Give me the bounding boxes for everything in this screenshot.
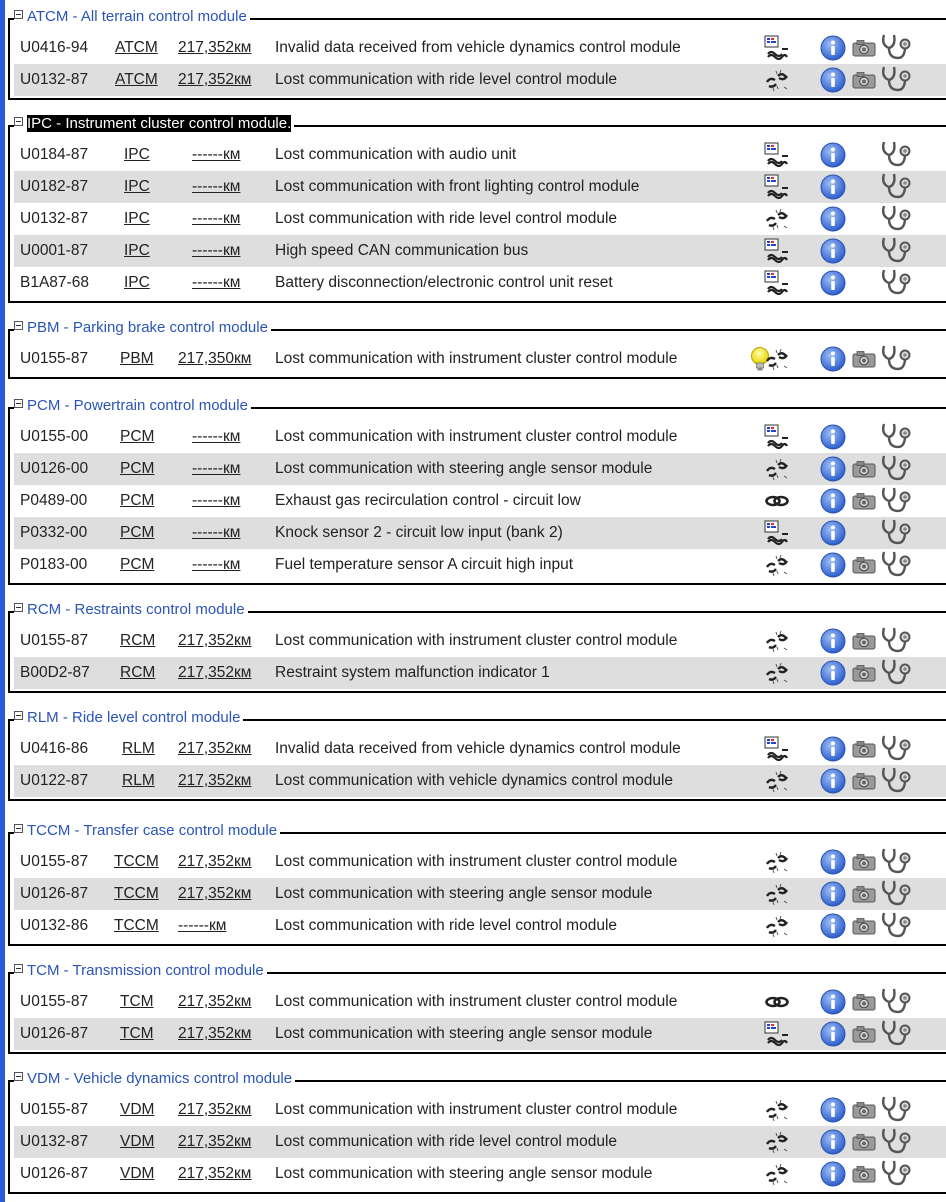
info-icon[interactable] bbox=[820, 989, 846, 1015]
module-link[interactable]: PCM bbox=[120, 492, 155, 509]
module-link[interactable]: VDM bbox=[120, 1133, 155, 1150]
dtc-description: Lost communication with audio unit bbox=[275, 146, 517, 163]
info-icon[interactable] bbox=[820, 142, 846, 168]
module-section bbox=[8, 601, 946, 693]
collapse-toggle-icon[interactable] bbox=[14, 321, 23, 330]
section-title: RCM - Restraints control module bbox=[27, 601, 245, 618]
stethoscope-icon[interactable] bbox=[880, 203, 912, 233]
dtc-code: U0416-94 bbox=[20, 39, 89, 56]
dtc-row[interactable] bbox=[14, 517, 946, 549]
module-link[interactable]: IPC bbox=[124, 274, 150, 291]
module-section bbox=[8, 319, 946, 379]
module-section bbox=[8, 1070, 946, 1194]
dtc-rows bbox=[14, 343, 946, 375]
odometer-link[interactable]: ------км bbox=[192, 428, 241, 445]
odometer-link[interactable]: 217,352км bbox=[178, 993, 252, 1010]
dtc-description: Knock sensor 2 - circuit low input (bank 2) bbox=[275, 524, 563, 541]
odometer-link[interactable]: ------км bbox=[192, 178, 241, 195]
dtc-rows bbox=[14, 625, 946, 689]
link-icon[interactable] bbox=[764, 488, 790, 514]
module-section bbox=[8, 822, 946, 946]
section-title: ATCM - All terrain control module bbox=[27, 8, 247, 25]
module-section bbox=[8, 709, 946, 801]
broken-link-icon[interactable] bbox=[764, 849, 790, 875]
camera-icon[interactable] bbox=[852, 740, 876, 758]
dtc-description: Lost communication with instrument cluster control module bbox=[275, 853, 678, 870]
module-link[interactable]: RLM bbox=[122, 772, 155, 789]
stethoscope-icon[interactable] bbox=[880, 846, 912, 876]
dtc-row[interactable] bbox=[14, 64, 946, 96]
module-link[interactable]: RCM bbox=[120, 632, 156, 649]
dtc-row[interactable] bbox=[14, 453, 946, 485]
dtc-code: U0132-86 bbox=[20, 917, 89, 934]
odometer-link[interactable]: 217,352км bbox=[178, 1025, 252, 1042]
collapse-toggle-icon[interactable] bbox=[14, 10, 23, 19]
info-icon[interactable] bbox=[820, 238, 846, 264]
stethoscope-icon[interactable] bbox=[880, 485, 912, 515]
stethoscope-icon[interactable] bbox=[880, 343, 912, 373]
dtc-rows bbox=[14, 139, 946, 299]
dtc-code: U0155-87 bbox=[20, 993, 89, 1010]
dtc-row[interactable] bbox=[14, 878, 946, 910]
dtc-code: U0001-87 bbox=[20, 242, 89, 259]
stethoscope-icon[interactable] bbox=[880, 1018, 912, 1048]
info-icon[interactable] bbox=[820, 1161, 846, 1187]
module-link[interactable]: RCM bbox=[120, 664, 156, 681]
dtc-code: U0126-87 bbox=[20, 1025, 89, 1042]
dtc-code: P0489-00 bbox=[20, 492, 88, 509]
section-header[interactable] bbox=[14, 115, 294, 133]
stethoscope-icon[interactable] bbox=[880, 549, 912, 579]
dtc-description: Lost communication with front lighting control module bbox=[275, 178, 640, 195]
module-link[interactable]: IPC bbox=[124, 242, 150, 259]
stethoscope-icon[interactable] bbox=[880, 235, 912, 265]
module-section bbox=[8, 397, 946, 585]
odometer-link[interactable]: ------км bbox=[192, 274, 241, 291]
dtc-row[interactable] bbox=[14, 267, 946, 299]
info-icon[interactable] bbox=[820, 1021, 846, 1047]
stethoscope-icon[interactable] bbox=[880, 1158, 912, 1188]
odometer-link[interactable]: ------км bbox=[192, 460, 241, 477]
info-icon[interactable] bbox=[820, 424, 846, 450]
info-icon[interactable] bbox=[820, 768, 846, 794]
collapse-toggle-icon[interactable] bbox=[14, 824, 23, 833]
dtc-row[interactable] bbox=[14, 1158, 946, 1190]
module-section bbox=[8, 115, 946, 303]
stethoscope-icon[interactable] bbox=[880, 733, 912, 763]
dtc-row[interactable] bbox=[14, 235, 946, 267]
dtc-row[interactable] bbox=[14, 485, 946, 517]
dtc-description: High speed CAN communication bus bbox=[275, 242, 529, 259]
odometer-link[interactable]: ------км bbox=[192, 492, 241, 509]
dtc-row[interactable] bbox=[14, 139, 946, 171]
odometer-link[interactable]: 217,350км bbox=[178, 350, 252, 367]
module-link[interactable]: PCM bbox=[120, 524, 155, 541]
dtc-code: U0126-87 bbox=[20, 885, 89, 902]
section-title: PCM - Powertrain control module bbox=[27, 397, 248, 414]
dtc-row[interactable] bbox=[14, 171, 946, 203]
module-link[interactable]: RLM bbox=[122, 740, 155, 757]
module-link[interactable]: ATCM bbox=[115, 71, 158, 88]
dtc-description: Lost communication with instrument cluster control module bbox=[275, 350, 678, 367]
info-icon[interactable] bbox=[820, 1097, 846, 1123]
module-link[interactable]: TCM bbox=[120, 993, 154, 1010]
broken-link-icon[interactable] bbox=[764, 1097, 790, 1123]
section-title: TCM - Transmission control module bbox=[27, 962, 264, 979]
dtc-code: U0416-86 bbox=[20, 740, 89, 757]
module-link[interactable]: TCCM bbox=[114, 885, 159, 902]
odometer-link[interactable]: 217,352км bbox=[178, 853, 252, 870]
network-icon[interactable] bbox=[764, 270, 790, 296]
camera-icon[interactable] bbox=[852, 1165, 876, 1183]
stethoscope-icon[interactable] bbox=[880, 625, 912, 655]
broken-link-icon[interactable] bbox=[764, 456, 790, 482]
dtc-rows bbox=[14, 986, 946, 1050]
camera-icon[interactable] bbox=[852, 1025, 876, 1043]
dtc-row[interactable] bbox=[14, 32, 946, 64]
info-icon[interactable] bbox=[820, 456, 846, 482]
section-header[interactable] bbox=[14, 397, 251, 415]
collapse-toggle-icon[interactable] bbox=[14, 603, 23, 612]
camera-icon[interactable] bbox=[852, 885, 876, 903]
odometer-link[interactable]: ------км bbox=[192, 242, 241, 259]
dtc-description: Lost communication with ride level control module bbox=[275, 210, 618, 227]
network-icon[interactable] bbox=[764, 424, 790, 450]
dtc-description: Lost communication with steering angle sensor module bbox=[275, 1025, 653, 1042]
dtc-description: Fuel temperature sensor A circuit high input bbox=[275, 556, 574, 573]
section-header[interactable] bbox=[14, 709, 243, 727]
dtc-row[interactable] bbox=[14, 986, 946, 1018]
dtc-code: U0132-87 bbox=[20, 71, 89, 88]
odometer-link[interactable]: 217,352км bbox=[178, 885, 252, 902]
odometer-link[interactable]: ------км bbox=[192, 146, 241, 163]
dtc-rows bbox=[14, 421, 946, 581]
odometer-link[interactable]: 217,352км bbox=[178, 1101, 252, 1118]
stethoscope-icon[interactable] bbox=[880, 32, 912, 62]
dtc-code: P0183-00 bbox=[20, 556, 88, 573]
broken-link-icon[interactable] bbox=[764, 67, 790, 93]
dtc-code: U0155-87 bbox=[20, 853, 89, 870]
odometer-link[interactable]: 217,352км bbox=[178, 740, 252, 757]
network-icon[interactable] bbox=[764, 1021, 790, 1047]
info-icon[interactable] bbox=[820, 520, 846, 546]
odometer-link[interactable]: 217,352км bbox=[178, 39, 252, 56]
collapse-toggle-icon[interactable] bbox=[14, 1072, 23, 1081]
dtc-code: P0332-00 bbox=[20, 524, 88, 541]
network-icon[interactable] bbox=[764, 142, 790, 168]
info-icon[interactable] bbox=[820, 346, 846, 372]
broken-link-icon[interactable] bbox=[764, 913, 790, 939]
module-link[interactable]: VDM bbox=[120, 1101, 155, 1118]
dtc-description: Exhaust gas recirculation control - circuit low bbox=[275, 492, 581, 509]
broken-link-icon[interactable] bbox=[764, 206, 790, 232]
broken-link-icon[interactable] bbox=[764, 628, 790, 654]
info-icon[interactable] bbox=[820, 628, 846, 654]
section-title: IPC - Instrument cluster control module. bbox=[27, 115, 292, 132]
dtc-row[interactable] bbox=[14, 1094, 946, 1126]
info-icon[interactable] bbox=[820, 206, 846, 232]
module-link[interactable]: TCM bbox=[120, 1025, 154, 1042]
dtc-row[interactable] bbox=[14, 1126, 946, 1158]
broken-link-icon[interactable] bbox=[764, 768, 790, 794]
odometer-link[interactable]: 217,352км bbox=[178, 632, 252, 649]
module-link[interactable]: ATCM bbox=[115, 39, 158, 56]
section-title: PBM - Parking brake control module bbox=[27, 319, 268, 336]
broken-link-icon[interactable] bbox=[764, 552, 790, 578]
stethoscope-icon[interactable] bbox=[880, 1126, 912, 1156]
odometer-link[interactable]: 217,352км bbox=[178, 1133, 252, 1150]
camera-icon[interactable] bbox=[852, 1101, 876, 1119]
stethoscope-icon[interactable] bbox=[880, 139, 912, 169]
collapse-toggle-icon[interactable] bbox=[14, 964, 23, 973]
odometer-link[interactable]: ------км bbox=[192, 556, 241, 573]
collapse-toggle-icon[interactable] bbox=[14, 117, 23, 126]
section-title: TCCM - Transfer case control module bbox=[27, 822, 278, 839]
dtc-row[interactable] bbox=[14, 733, 946, 765]
camera-icon[interactable] bbox=[852, 993, 876, 1011]
dtc-description: Lost communication with ride level control module bbox=[275, 1133, 618, 1150]
network-icon[interactable] bbox=[764, 520, 790, 546]
network-icon[interactable] bbox=[764, 736, 790, 762]
dtc-code: U0126-00 bbox=[20, 460, 89, 477]
camera-icon[interactable] bbox=[852, 71, 876, 89]
info-icon[interactable] bbox=[820, 488, 846, 514]
module-link[interactable]: PCM bbox=[120, 556, 155, 573]
dtc-description: Lost communication with steering angle sensor module bbox=[275, 460, 653, 477]
module-link[interactable]: TCCM bbox=[114, 917, 159, 934]
stethoscope-icon[interactable] bbox=[880, 765, 912, 795]
dtc-description: Lost communication with ride level control module bbox=[275, 71, 618, 88]
left-accent-bar bbox=[0, 0, 5, 1202]
dtc-row[interactable] bbox=[14, 421, 946, 453]
dtc-description: Lost communication with instrument cluster control module bbox=[275, 1101, 678, 1118]
camera-icon[interactable] bbox=[852, 492, 876, 510]
stethoscope-icon[interactable] bbox=[880, 421, 912, 451]
dtc-description: Invalid data received from vehicle dynamics control module bbox=[275, 39, 681, 56]
dtc-row[interactable] bbox=[14, 657, 946, 689]
dtc-row[interactable] bbox=[14, 846, 946, 878]
dtc-code: U0155-87 bbox=[20, 350, 89, 367]
dtc-code: U0132-87 bbox=[20, 210, 89, 227]
stethoscope-icon[interactable] bbox=[880, 64, 912, 94]
dtc-code: U0132-87 bbox=[20, 1133, 89, 1150]
dtc-rows bbox=[14, 733, 946, 797]
camera-icon[interactable] bbox=[852, 556, 876, 574]
module-link[interactable]: IPC bbox=[124, 178, 150, 195]
camera-icon[interactable] bbox=[852, 39, 876, 57]
dtc-code: U0122-87 bbox=[20, 772, 89, 789]
camera-icon[interactable] bbox=[852, 664, 876, 682]
broken-link-icon[interactable] bbox=[764, 1161, 790, 1187]
module-link[interactable]: VDM bbox=[120, 1165, 155, 1182]
dtc-rows bbox=[14, 846, 946, 942]
stethoscope-icon[interactable] bbox=[880, 1094, 912, 1124]
section-header[interactable] bbox=[14, 1070, 295, 1088]
dtc-rows bbox=[14, 1094, 946, 1190]
stethoscope-icon[interactable] bbox=[880, 453, 912, 483]
dtc-code: U0126-87 bbox=[20, 1165, 89, 1182]
section-header[interactable] bbox=[14, 8, 250, 26]
broken-link-icon[interactable] bbox=[764, 660, 790, 686]
dtc-code: B00D2-87 bbox=[20, 664, 90, 681]
camera-icon[interactable] bbox=[852, 1133, 876, 1151]
collapse-toggle-icon[interactable] bbox=[14, 711, 23, 720]
stethoscope-icon[interactable] bbox=[880, 267, 912, 297]
camera-icon[interactable] bbox=[852, 917, 876, 935]
broken-link-icon[interactable] bbox=[764, 346, 790, 372]
odometer-link[interactable]: ------км bbox=[192, 524, 241, 541]
section-title: RLM - Ride level control module bbox=[27, 709, 241, 726]
module-link[interactable]: PBM bbox=[120, 350, 154, 367]
stethoscope-icon[interactable] bbox=[880, 910, 912, 940]
dtc-description: Battery disconnection/electronic control unit reset bbox=[275, 274, 613, 291]
module-section bbox=[8, 8, 946, 100]
info-icon[interactable] bbox=[820, 174, 846, 200]
module-section bbox=[8, 962, 946, 1054]
odometer-link[interactable]: 217,352км bbox=[178, 772, 252, 789]
dtc-description: Lost communication with steering angle sensor module bbox=[275, 1165, 653, 1182]
info-icon[interactable] bbox=[820, 736, 846, 762]
info-icon[interactable] bbox=[820, 849, 846, 875]
odometer-link[interactable]: 217,352км bbox=[178, 664, 252, 681]
stethoscope-icon[interactable] bbox=[880, 657, 912, 687]
info-icon[interactable] bbox=[820, 881, 846, 907]
dtc-row[interactable] bbox=[14, 910, 946, 942]
section-title: VDM - Vehicle dynamics control module bbox=[27, 1070, 293, 1087]
dtc-row[interactable] bbox=[14, 1018, 946, 1050]
dtc-code: U0155-00 bbox=[20, 428, 89, 445]
broken-link-icon[interactable] bbox=[764, 881, 790, 907]
odometer-link[interactable]: 217,352км bbox=[178, 1165, 252, 1182]
dtc-description: Lost communication with steering angle sensor module bbox=[275, 885, 653, 902]
dtc-row[interactable] bbox=[14, 625, 946, 657]
info-icon[interactable] bbox=[820, 913, 846, 939]
dtc-code: U0155-87 bbox=[20, 632, 89, 649]
module-link[interactable]: TCCM bbox=[114, 853, 159, 870]
info-icon[interactable] bbox=[820, 270, 846, 296]
camera-icon[interactable] bbox=[852, 632, 876, 650]
section-header[interactable] bbox=[14, 319, 271, 337]
stethoscope-icon[interactable] bbox=[880, 986, 912, 1016]
network-icon[interactable] bbox=[764, 238, 790, 264]
info-icon[interactable] bbox=[820, 660, 846, 686]
module-link[interactable]: IPC bbox=[124, 210, 150, 227]
info-icon[interactable] bbox=[820, 35, 846, 61]
network-icon[interactable] bbox=[764, 35, 790, 61]
dtc-code: U0182-87 bbox=[20, 178, 89, 195]
module-link[interactable]: PCM bbox=[120, 460, 155, 477]
info-icon[interactable] bbox=[820, 1129, 846, 1155]
dtc-description: Lost communication with ride level control module bbox=[275, 917, 618, 934]
dtc-row[interactable] bbox=[14, 765, 946, 797]
network-icon[interactable] bbox=[764, 174, 790, 200]
camera-icon[interactable] bbox=[852, 853, 876, 871]
dtc-description: Restraint system malfunction indicator 1 bbox=[275, 664, 550, 681]
odometer-link[interactable]: ------км bbox=[192, 210, 241, 227]
dtc-code: U0155-87 bbox=[20, 1101, 89, 1118]
stethoscope-icon[interactable] bbox=[880, 171, 912, 201]
info-icon[interactable] bbox=[820, 67, 846, 93]
section-header[interactable] bbox=[14, 601, 248, 619]
collapse-toggle-icon[interactable] bbox=[14, 399, 23, 408]
broken-link-icon[interactable] bbox=[764, 1129, 790, 1155]
camera-icon[interactable] bbox=[852, 350, 876, 368]
camera-icon[interactable] bbox=[852, 460, 876, 478]
info-icon[interactable] bbox=[820, 552, 846, 578]
dtc-description: Lost communication with instrument cluster control module bbox=[275, 632, 678, 649]
stethoscope-icon[interactable] bbox=[880, 878, 912, 908]
dtc-rows bbox=[14, 32, 946, 96]
dtc-code: B1A87-68 bbox=[20, 274, 89, 291]
module-link[interactable]: PCM bbox=[120, 428, 155, 445]
odometer-link[interactable]: ------км bbox=[178, 917, 227, 934]
odometer-link[interactable]: 217,352км bbox=[178, 71, 252, 88]
section-header[interactable] bbox=[14, 822, 280, 840]
dtc-description: Lost communication with instrument cluster control module bbox=[275, 428, 678, 445]
dtc-description: Invalid data received from vehicle dynamics control module bbox=[275, 740, 681, 757]
link-icon[interactable] bbox=[764, 989, 790, 1015]
dtc-description: Lost communication with vehicle dynamics control module bbox=[275, 772, 674, 789]
dtc-row[interactable] bbox=[14, 549, 946, 581]
dtc-description: Lost communication with instrument cluster control module bbox=[275, 993, 678, 1010]
stethoscope-icon[interactable] bbox=[880, 517, 912, 547]
dtc-row[interactable] bbox=[14, 343, 946, 375]
camera-icon[interactable] bbox=[852, 772, 876, 790]
section-header[interactable] bbox=[14, 962, 267, 980]
module-link[interactable]: IPC bbox=[124, 146, 150, 163]
dtc-code: U0184-87 bbox=[20, 146, 89, 163]
dtc-row[interactable] bbox=[14, 203, 946, 235]
